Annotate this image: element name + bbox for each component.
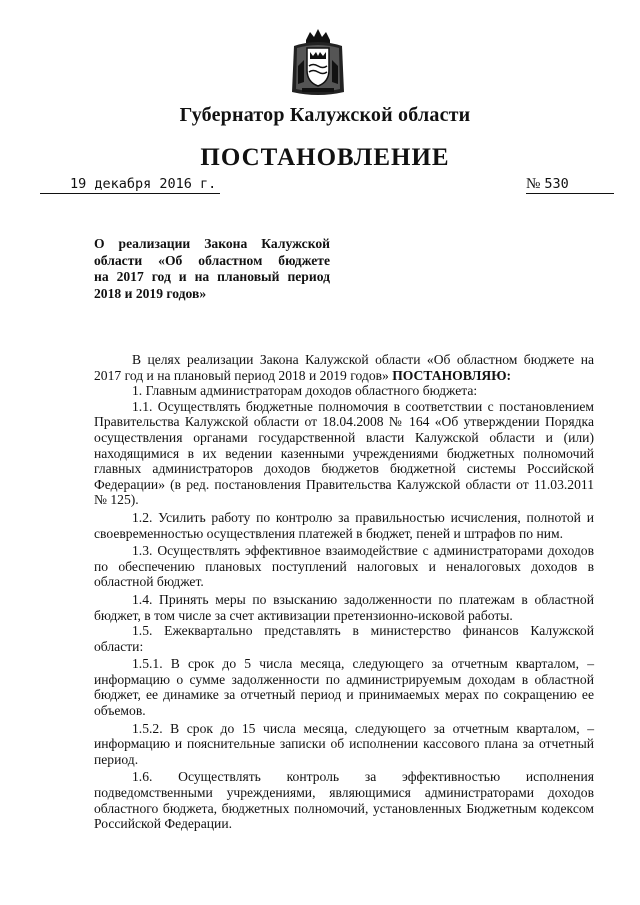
document-number — [526, 176, 614, 194]
clause-1-3 — [94, 543, 594, 590]
document-type-heading: ПОСТАНОВЛЕНИЕ — [200, 144, 450, 171]
subject-line: области «Об областном бюджете — [94, 252, 330, 268]
subject-line: О реализации Закона Калужской — [94, 236, 330, 251]
clause-1-6 — [94, 769, 594, 831]
number-sign: № — [526, 176, 541, 192]
document-date: 19 декабря 2016 г. — [40, 176, 220, 194]
document-subject — [94, 236, 330, 302]
clause-1-5-1 — [94, 656, 594, 718]
clause-text: 1.5. Ежеквартально представлять в министерство финансов Калужской области: — [94, 623, 594, 654]
clause-text: 1.5.2. В срок до 15 числа месяца, следующего за отчетным кварталом, – информацию и пояснительные записки об исполнении кассового плана за отчетный период. — [94, 720, 594, 767]
intro-paragraph — [94, 352, 594, 383]
coat-of-arms-icon — [288, 26, 348, 98]
clause-1-2 — [94, 510, 594, 541]
clause-1-5-2 — [94, 721, 594, 768]
clause-text: 1.3. Осуществлять эффективное взаимодействие с администраторами доходов по обеспечению плановых поступлений налоговых и неналоговых доходов в областной бюджет. — [94, 543, 594, 590]
clause-1 — [94, 383, 594, 399]
clause-text: 1. Главным администраторам доходов областного бюджета: — [132, 383, 478, 399]
clause-text: 1.1. Осуществлять бюджетные полномочия в соответствии с постановлением Правительства Калужской области от 18.04.2008 № 164 «Об утверждении Порядка осуществления органами государственной власти Калужской области и (или) находящимися в их ведении казенными учреждениями бюджетных полномочий главных администраторов доходов бюджетов бюджетной системы Российской Федерации» (в ред. постановления Правительства Калужской области от 11.03.2011 № 125). — [94, 398, 594, 508]
resolution-keyword: ПОСТАНОВЛЯЮ: — [392, 367, 512, 383]
clause-text: 1.6. Осуществлять контроль за эффективностью исполнения подведомственными учреждениями, являющимися администраторами доходов областного бюджета, бюджетных полномочий, установленных Бюджетным кодексом Российской Федерации. — [94, 769, 594, 832]
subject-line: на 2017 год и на плановый период — [94, 269, 330, 284]
clause-text: 1.5.1. В срок до 5 числа месяца, следующего за отчетным кварталом, – информацию о сумме задолженности по администрируемым доходам в областной бюджет, ее динамике за отчетный период и принимаемых мерах по сокращению ее объемов. — [94, 656, 594, 719]
clause-1-1 — [94, 399, 594, 508]
intro-text: В целях реализации Закона Калужской области «Об областном бюджете на 2017 год и на плановый период 2018 и 2019 годов» — [94, 352, 594, 383]
subject-line: 2018 и 2019 годов» — [94, 285, 207, 301]
issuer-title: Губернатор Калужской области — [179, 104, 471, 126]
clause-1-5 — [94, 623, 594, 654]
document-body — [94, 352, 594, 832]
clause-1-4 — [94, 592, 594, 623]
clause-text: 1.4. Принять меры по взысканию задолженности по платежам в областной бюджет, в том числе за счет активизации претензионно-исковой работы. — [94, 591, 594, 623]
number-value: 530 — [544, 176, 569, 192]
clause-text: 1.2. Усилить работу по контролю за правильностью исчисления, полнотой и своевременностью осуществления платежей в бюджет, пеней и штрафов по ним. — [94, 509, 594, 541]
